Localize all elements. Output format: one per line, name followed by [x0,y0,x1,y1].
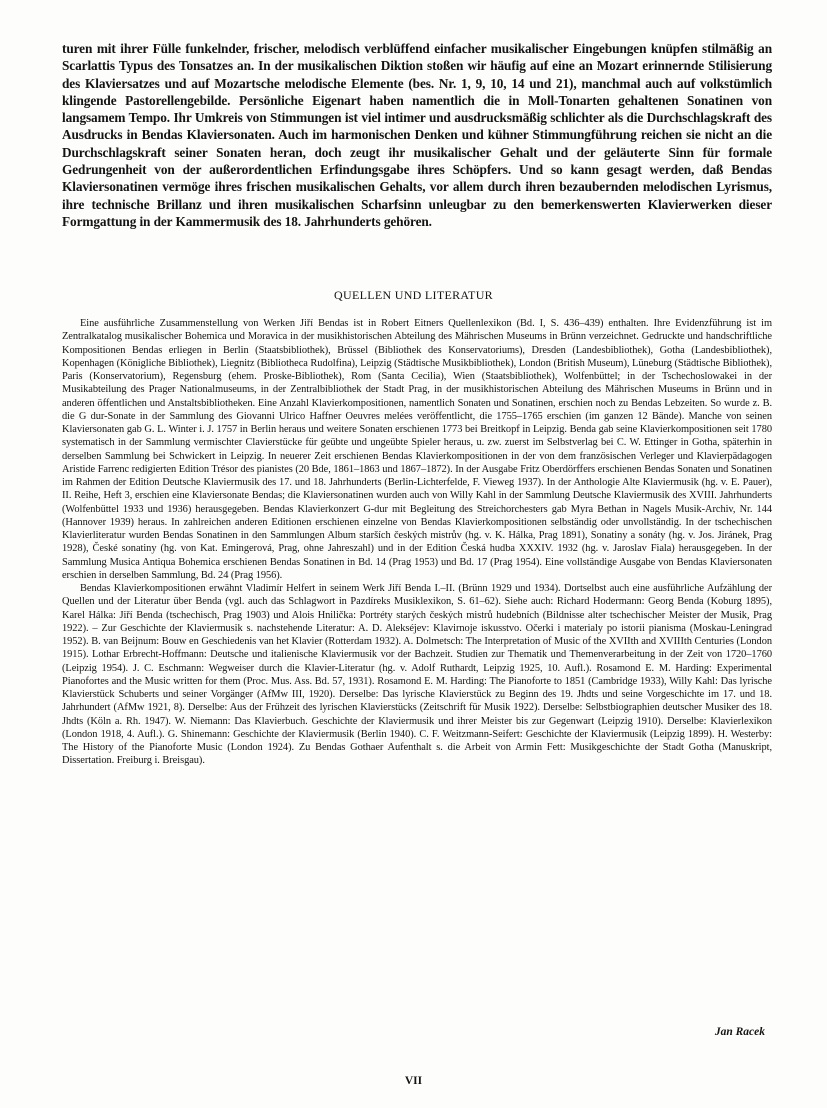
intro-paragraph: turen mit ihrer Fülle funkelnder, frischer, melodisch verblüffend einfacher musikalischer Eingebungen knüpfen stilmäßig an Scarlattis Typus des Tonsatzes an. In der musikalischen Diktion stoßen wir häufig auf eine an Mozart erinnernde Stilisierung des Klaviersatzes und auf Mozartsche melodische Elemente (bes. Nr. 1, 9, 10, 14 und 21), manchmal auch auf volkstümlich klingende Pastorellengebilde. Persönliche Eigenart haben namentlich die in Moll-Tonarten gehaltenen Sonatinen von langsamem Tempo. Ihr Umkreis von Stimmungen ist viel intimer und ausdrucksmäßig schlichter als die Durchschlagskraft des Ausdrucks in Bendas Klaviersonaten. Auch im harmonischen Denken und kühner Stimmungführung reichen sie nicht an die Durchschlagskraft seiner Sonaten heran, doch zeugt ihr musikalischer Gehalt und der geläuterte Sinn für formale Gedrungenheit von der außerordentlichen Erfindungsgabe ihres Schöpfers. Und so kann gesagt werden, daß Bendas Klaviersonatinen vermöge ihres frischen musikalischen Gehalts, vor allem durch ihren bezaubernden melodischen Lyrismus, ihre technische Brillanz und ihren musikalischen Scharfsinn unleugbar zu den bemerkenswerten Klavierwerken dieser Formgattung in der Kammermusik des 18. Jahrhunderts gehören. [62,41,772,229]
page-number: VII [404,1075,423,1087]
section-heading: QUELLEN UND LITERATUR [334,288,493,302]
references-section [62,317,772,768]
references-paragraph-editions: Eine ausführliche Zusammenstellung von Werken Jiří Bendas ist in Robert Eitners Quellenlexikon (Bd. I, S. 436–439) enthalten. Ihre Evidenzführung ist im Zentralkatalog musikalischer Bohemica und Moravica in der musikhistorischen Abteilung des Mährischen Museums in Brünn verzeichnet. Gedruckte und handschriftliche Kompositionen Bendas erliegen in Berlin (Staatsbibliothek), Brüssel (Bibliothek des Konservatoriums), Dresden (Landesbibliothek), Gotha (Landesbibliothek), Kopenhagen (Königliche Bibliothek), Liegnitz (Bibliotheca Rudolfina), Leipzig (Städtische Musikbibliothek), London (British Museum), Lüneburg (Städtische Bibliothek), Paris (Konservatorium), Regensburg (ehem. Proske-Bibliothek), Rom (Santa Cecilia), Wien (Staatsbibliothek), Wolfenbüttel; in der Tschechoslowakei in der Musikabteilung des Prager Nationalmuseums, in der Zentralbibliothek der Stadt Prag, in der musikhistorischen Abteilung des Mährischen Museums in Brünn und in anderen öffentlichen und Anstaltsbibliotheken. Eine Anzahl Klavierkompositionen, namentlich Sonaten und Sonatinen, erschien noch zu Bendas Lebzeiten. So wurde z. B. die G dur-Sonate in der Sammlung des Giovanni Ulrico Haffner Oeuvres melées veröffentlicht, die 1755–1765 erschien (im ganzen 12 Bände). Manche von seinen Klaviersonaten gab G. L. Winter i. J. 1757 in Berlin heraus und weitere Sonaten erschienen 1773 bei Breitkopf in Leipzig. Benda gab seine Klavierkompositionen seit 1780 systematisch in der Sammlung vermischter Clavierstücke für geübte und ungeübte Spieler heraus, u. zw. zuerst im Selbstverlag bei C. W. Ettinger in Gotha, späterhin in derselben Sammlung bei Schwickert in Leipzig. In neuerer Zeit erschienen Bendas Klavierkompositionen in der von dem französischen Verleger und Klavierpädagogen Aristide Farrenc redigierten Edition Trésor des pianistes (20 Bde, 1861–1863 und 1867–1872). In der Ausgabe Fritz Oberdörffers erschienen Bendas Sonaten und Sonatinen im Rahmen der Edition Deutsche Klaviermusik des 17. und 18. Jahrhunderts (Berlin-Lichterfelde, F. Vieweg 1937). In der Anthologie Alte Klaviermusik (hg. v. E. Pauer), II. Reihe, Heft 3, erschien eine Klaviersonate Bendas; die Klaviersonatinen wurden auch von Willy Kahl in der Sammlung Deutsche Klaviermusik des XVIII. Jahrhunderts (Wolfenbüttel 1933 und 1936) herausgegeben. Bendas Klavierkonzert G-dur mit Begleitung des Streichorchesters gab Myra Bethan in Nagels Musik-Archiv, Nr. 144 (Hannover 1939) heraus. In zahlreichen anderen Editionen erschienen einzelne von Bendas Klavierkompositionen selbständig oder unvollständig. In der tschechischen Klavierliteratur wurden Bendas Sonatinen in den Sammlungen Album starších českých mistrův (hg. v. K. Hálka, Prag 1891), Sonatiny a sonáty (hg. v. Jos. Jiránek, Prag 1928), České sonatiny (hg. von Kat. Emingerová, Prag, ohne Jahreszahl) und in der Edition Česká hudba XXXIV. 1932 (hg. v. Jaroslav Fiala) herausgegeben. In der Sammlung Musica Antiqua Bohemica erschienen Bendas Sonatinen in Bd. 14 (Prag 1953) und Bd. 17 (Prag 1954). Eine vollständige Ausgabe von Bendas Klaviersonaten erschien in derselben Sammlung, Bd. 24 (Prag 1956). [62,318,772,581]
author-signature: Jan Racek [714,1026,765,1038]
references-paragraph-literature: Bendas Klavierkompositionen erwähnt Vladimír Helfert in seinem Werk Jiří Benda I.–II. (Brünn 1929 und 1934). Dortselbst auch eine ausführliche Aufzählung der Quellen und der Literatur über Benda (vgl. auch das Schlagwort in Pazdíreks Musiklexikon, S. 61–62). Siehe auch: Richard Hodermann: Georg Benda (Koburg 1895), Karel Hálka: Jiří Benda (tschechisch, Prag 1903) und Alois Hnilička: Portréty starých českých mistrů hudebních (Bildnisse alter tschechischer Meister der Musik, Prag 1922). – Zur Geschichte der Klaviermusik s. nachstehende Literatur: A. D. Alekséjev: Klavirnoje iskusstvo. Očerki i materialy po istorii pianisma (Moskau-Leningrad 1952). B. van Beijnum: Bouw en Geschiedenis van het Klavier (Rotterdam 1932). A. Dolmetsch: The Interpretation of Music of the XVIIth and XVIIIth Centuries (London 1915). Lothar Erbrecht-Hoffmann: Deutsche und italienische Klaviermusik vor der Bachzeit. Studien zur Thematik und Themenverarbeitung in der Zeit von 1720–1760 (Leipzig 1954). J. C. Eschmann: Wegweiser durch die Klavier-Literatur (hg. v. Adolf Ruthardt, Leipzig 1925, 10. Aufl.). Rosamond E. M. Harding: Experimental Pianofortes and the Music written for them (Proc. Mus. Ass. Bd. 57, 1931). Rosamond E. M. Harding: The Pianoforte to 1851 (Cambridge 1933), Willy Kahl: Das lyrische Klavierstück Schuberts und seiner Vorgänger (AfMw III, 1920). Derselbe: Das lyrische Klavierstück zu Beginn des 19. Jhdts und seine Vorgeschichte im 17. und 18. Jahrhundert (AfMw 1921, 8). Derselbe: Aus der Frühzeit des lyrischen Klavierstücks (Zeitschrift für Musik 1922). Derselbe: Selbstbiographien deutscher Musiker des 18. Jhdts (Köln a. Rh. 1947). W. Niemann: Das Klavierbuch. Geschichte der Klaviermusik und ihrer Meister bis zur Gegenwart (Leipzig 1910). Derselbe: Klavierlexikon (London 1918, 4. Aufl.). G. Shinemann: Geschichte der Klaviermusik (Berlin 1940). C. F. Weitzmann-Seifert: Geschichte der Klaviermusik (Leipzig 1899). H. Westerby: The History of the Pianoforte Music (London 1924). Zu Bendas Gothaer Aufenthalt s. die Arbeit von Armin Fett: Musikgeschichte der Stadt Gotha (Manuskript, Dissertation. Freiburg i. Breisgau). [62,583,772,767]
